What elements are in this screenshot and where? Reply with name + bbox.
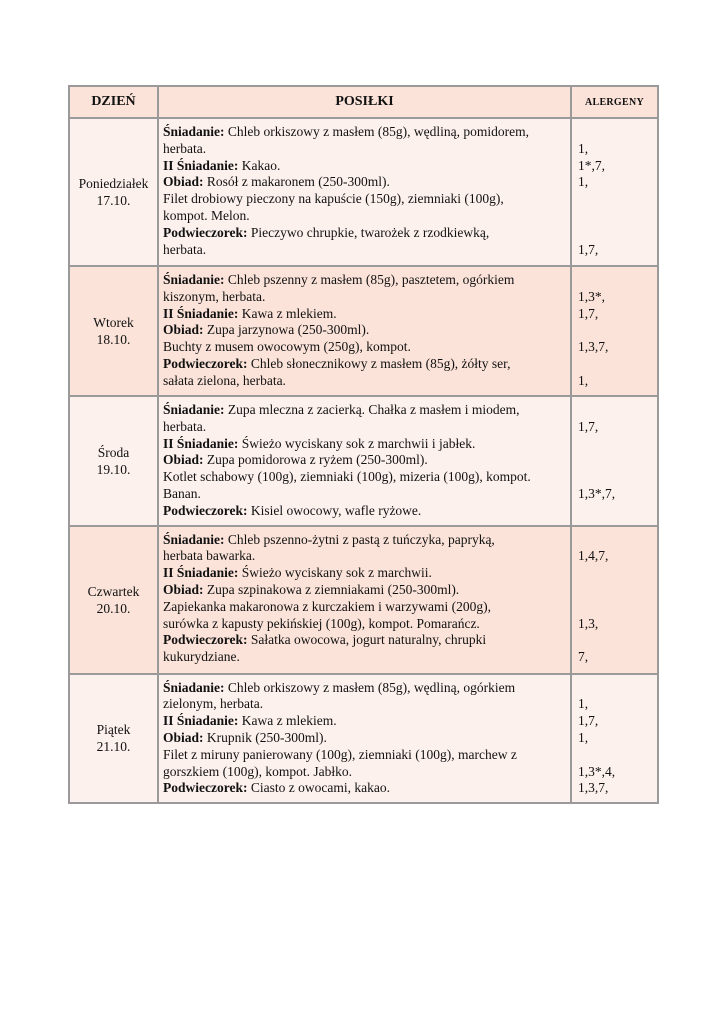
meal-text: sałata zielona, herbata. [163, 372, 286, 388]
day-label [74, 312, 154, 350]
meal-text: Chleb orkiszowy z masłem (85g), wędliną, ogórkiem [224, 679, 516, 695]
meal-label: Śniadanie: [163, 531, 225, 547]
allergen-code [578, 469, 653, 486]
meal-line [163, 436, 566, 453]
allergens-cell [571, 396, 658, 526]
allergen-code: 1, [578, 140, 589, 156]
meals-cell [158, 118, 571, 266]
meal-line [163, 208, 566, 225]
meal-text: Chleb pszenno-żytni z pastą z tuńczyka, papryką, [224, 531, 495, 547]
meal-text: herbata. [163, 140, 207, 156]
meal-text: herbata bawarka. [163, 548, 256, 564]
meal-text: kukurydziane. [163, 649, 240, 665]
meal-line [163, 582, 566, 599]
meal-label: Podwieczorek: [163, 502, 248, 518]
menu-table [68, 85, 659, 804]
meal-text: Chleb pszenny z masłem (85g), pasztetem, ogórkiem [224, 272, 515, 287]
meal-line [163, 764, 566, 781]
meal-label: Śniadanie: [163, 679, 225, 695]
allergen-code: 1,3,7, [578, 780, 609, 796]
allergen-code [578, 503, 653, 520]
day-date: 19.10. [96, 461, 131, 477]
header-row [69, 86, 658, 118]
meal-line [163, 532, 566, 549]
allergen-code: 1,7, [578, 305, 599, 321]
meal-text: kompot. Melon. [163, 207, 250, 223]
allergen-code [578, 452, 653, 469]
day-name: Czwartek [87, 583, 140, 599]
allergen-code: 1,4,7, [578, 548, 609, 564]
meal-line [163, 469, 566, 486]
allergen-code: 1,3,7, [578, 339, 609, 355]
meal-label: II Śniadanie: [163, 713, 239, 729]
meals-cell [158, 526, 571, 674]
meal-text: Pieczywo chrupkie, twarożek z rzodkiewką, [247, 224, 490, 240]
day-name: Środa [97, 444, 130, 460]
meal-line [163, 747, 566, 764]
meal-text: Zupa szpinakowa z ziemniakami (250-300ml). [203, 581, 460, 597]
day-cell [69, 396, 158, 526]
meal-text: Świeżo wyciskany sok z marchwii. [238, 565, 432, 581]
allergen-code [578, 599, 653, 616]
allergen-code: 1,7, [578, 713, 599, 729]
meal-line [163, 452, 566, 469]
day-date: 21.10. [96, 739, 131, 755]
day-row [69, 118, 658, 266]
day-row [69, 526, 658, 674]
allergen-code [578, 402, 653, 419]
meal-label: Podwieczorek: [163, 780, 248, 796]
allergen-code [578, 436, 653, 453]
day-date: 20.10. [96, 600, 131, 616]
meal-text: zielonym, herbata. [163, 696, 264, 712]
meal-label: Śniadanie: [163, 124, 225, 139]
meal-text: Rosół z makaronem (250-300ml). [203, 174, 390, 190]
day-label [74, 173, 154, 211]
allergen-code [578, 272, 653, 289]
meal-label: Podwieczorek: [163, 224, 248, 240]
meal-text: Banan. [163, 485, 201, 501]
allergens-cell [571, 526, 658, 674]
meal-text: Zupa pomidorowa z ryżem (250-300ml). [203, 452, 428, 468]
meal-label: II Śniadanie: [163, 565, 239, 581]
meal-text: Chleb orkiszowy z masłem (85g), wędliną, pomidorem, [224, 124, 529, 139]
allergen-code [578, 565, 653, 582]
meal-line [163, 503, 566, 520]
day-cell [69, 674, 158, 804]
meal-line [163, 713, 566, 730]
day-row [69, 266, 658, 396]
header-allergens: ALERGENY [571, 86, 658, 118]
meal-text: Chleb słonecznikowy z masłem (85g), żółty ser, [247, 355, 511, 371]
meal-label: II Śniadanie: [163, 305, 239, 321]
day-name: Poniedziałek [78, 176, 149, 191]
meal-line [163, 599, 566, 616]
allergen-code: 1, [578, 372, 589, 388]
meal-line [163, 649, 566, 666]
meal-line [163, 339, 566, 356]
allergen-code: 1, [578, 696, 589, 712]
meals-cell [158, 266, 571, 396]
meal-label: Podwieczorek: [163, 355, 248, 371]
meal-label: Śniadanie: [163, 402, 225, 417]
meal-line [163, 696, 566, 713]
meal-label: Obiad: [163, 452, 204, 468]
meal-text: Filet z miruny panierowany (100g), ziemniaki (100g), marchew z [163, 746, 517, 762]
meal-line [163, 730, 566, 747]
meal-line [163, 141, 566, 158]
day-label [74, 581, 154, 619]
header-meals: POSIŁKI [158, 86, 571, 118]
allergen-code: 1,3, [578, 615, 599, 631]
allergen-code: 1,7, [578, 418, 599, 434]
meal-line [163, 486, 566, 503]
meal-text: Sałatka owocowa, jogurt naturalny, chrupki [247, 632, 487, 648]
meals-cell [158, 396, 571, 526]
allergen-code [578, 225, 653, 242]
meal-label: Obiad: [163, 322, 204, 338]
allergen-code [578, 632, 653, 649]
day-row [69, 674, 658, 804]
meal-line [163, 124, 566, 141]
day-date: 18.10. [96, 332, 131, 347]
meal-label: II Śniadanie: [163, 157, 239, 173]
allergen-code: 1*,7, [578, 157, 605, 173]
allergen-code [578, 747, 653, 764]
day-label [74, 442, 154, 480]
meal-text: Krupnik (250-300ml). [203, 729, 327, 745]
meal-text: Ciasto z owocami, kakao. [247, 780, 390, 796]
meal-line [163, 373, 566, 390]
allergen-code [578, 680, 653, 697]
day-date: 17.10. [96, 193, 131, 208]
meal-text: Buchty z musem owocowym (250g), kompot. [163, 339, 411, 355]
meal-line [163, 158, 566, 175]
meal-text: kiszonym, herbata. [163, 288, 266, 304]
meal-line [163, 322, 566, 339]
meal-label: Obiad: [163, 729, 204, 745]
allergen-code: 1,3*,4, [578, 763, 616, 779]
meal-line [163, 272, 566, 289]
meal-line [163, 632, 566, 649]
meal-line [163, 548, 566, 565]
meal-text: Kawa z mlekiem. [238, 305, 337, 321]
meal-text: Zapiekanka makaronowa z kurczakiem i warzywami (200g), [163, 598, 491, 614]
meal-line [163, 402, 566, 419]
meal-label: II Śniadanie: [163, 435, 239, 451]
meal-text: surówka z kapusty pekińskiej (100g), kompot. Pomarańcz. [163, 615, 480, 631]
meal-line [163, 616, 566, 633]
day-name: Piątek [96, 722, 131, 738]
meal-line [163, 225, 566, 242]
allergens-cell [571, 266, 658, 396]
allergen-code [578, 582, 653, 599]
meal-text: Kawa z mlekiem. [238, 713, 337, 729]
meal-text: Kakao. [238, 157, 281, 173]
meal-line [163, 419, 566, 436]
allergen-code: 1,7, [578, 241, 599, 257]
meal-text: Filet drobiowy pieczony na kapuście (150g), ziemniaki (100g), [163, 191, 504, 207]
meals-cell [158, 674, 571, 804]
meal-line [163, 780, 566, 797]
day-row [69, 396, 658, 526]
meal-line [163, 356, 566, 373]
day-cell [69, 266, 158, 396]
day-name: Wtorek [93, 315, 134, 330]
meal-label: Podwieczorek: [163, 632, 248, 648]
meal-text: gorszkiem (100g), kompot. Jabłko. [163, 763, 352, 779]
meal-label: Obiad: [163, 174, 204, 190]
meal-text: herbata. [163, 418, 207, 434]
meal-text: Zupa jarzynowa (250-300ml). [203, 322, 370, 338]
allergen-code [578, 532, 653, 549]
meal-label: Obiad: [163, 581, 204, 597]
meal-text: herbata. [163, 241, 207, 257]
allergen-code [578, 356, 653, 373]
allergen-code [578, 124, 653, 141]
allergen-code: 7, [578, 649, 589, 665]
allergens-cell [571, 118, 658, 266]
meal-line [163, 174, 566, 191]
meal-text: Kotlet schabowy (100g), ziemniaki (100g), mizeria (100g), kompot. [163, 469, 531, 485]
meal-line [163, 680, 566, 697]
header-day: DZIEŃ [69, 86, 158, 118]
meal-text: Zupa mleczna z zacierką. Chałka z masłem i miodem, [224, 402, 520, 417]
meal-line [163, 565, 566, 582]
allergen-code [578, 208, 653, 225]
meal-line [163, 306, 566, 323]
allergen-code [578, 322, 653, 339]
day-label [74, 719, 154, 757]
day-cell [69, 118, 158, 266]
allergen-code: 1, [578, 729, 589, 745]
meal-text: Świeżo wyciskany sok z marchwii i jabłek. [238, 435, 476, 451]
meal-line [163, 242, 566, 259]
meal-label: Śniadanie: [163, 272, 225, 287]
allergens-cell [571, 674, 658, 804]
meal-text: Kisiel owocowy, wafle ryżowe. [247, 502, 422, 518]
allergen-code: 1, [578, 174, 589, 190]
meal-line [163, 191, 566, 208]
allergen-code: 1,3*, [578, 288, 605, 304]
allergen-code: 1,3*,7, [578, 485, 616, 501]
day-cell [69, 526, 158, 674]
allergen-code [578, 191, 653, 208]
meal-line [163, 289, 566, 306]
